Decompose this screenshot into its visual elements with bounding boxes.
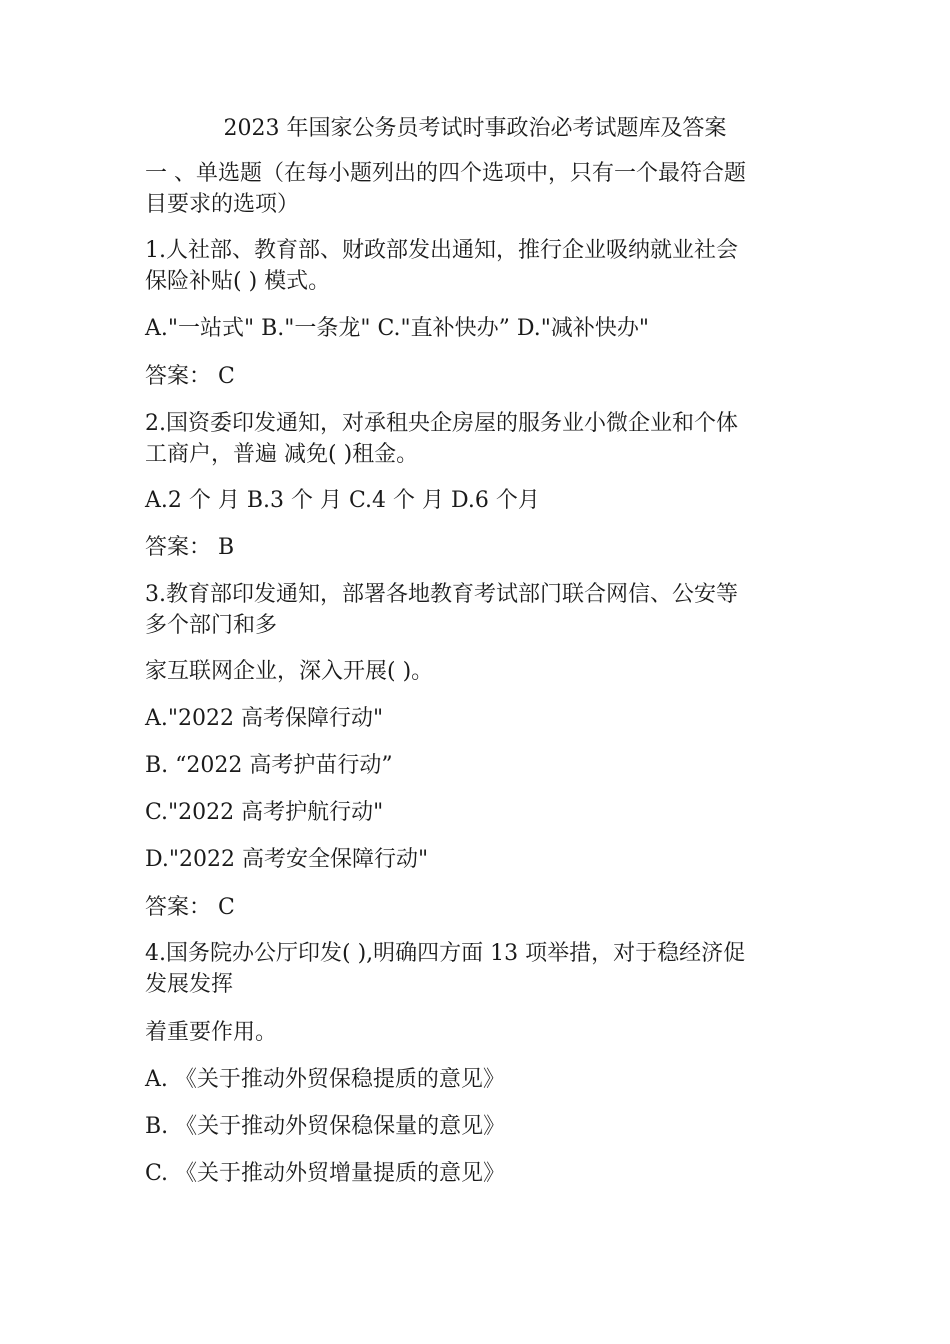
section-heading-line1: 一 、单选题（在每小题列出的四个选项中，只有一个最符合题	[145, 161, 746, 186]
question-1-options: A."一站式" B."一条龙" C."直补快办” D."减补快办"	[145, 316, 649, 341]
question-2-options: A.2 个 月 B.3 个 月 C.4 个 月 D.6 个月	[145, 488, 540, 513]
question-4-line3: 着重要作用。	[145, 1020, 278, 1045]
question-1-line1: 1.人社部、教育部、财政部发出通知，推行企业吸纳就业社会	[145, 238, 738, 263]
question-4-option-c: C. 《关于推动外贸增量提质的意见》	[145, 1161, 506, 1186]
question-1-line2: 保险补贴( ) 模式。	[145, 269, 331, 294]
document-title: 2023 年国家公务员考试时事政治必考试题库及答案	[223, 116, 727, 141]
question-3-line3: 家互联网企业，深入开展( )。	[145, 659, 434, 684]
question-2-answer: 答案： B	[145, 535, 235, 560]
question-1-answer: 答案： C	[145, 364, 235, 389]
question-4-option-a: A. 《关于推动外贸保稳提质的意见》	[145, 1067, 505, 1092]
question-2-line1: 2.国资委印发通知，对承租央企房屋的服务业小微企业和个体	[145, 411, 738, 436]
question-3-line1: 3.教育部印发通知，部署各地教育考试部门联合网信、公安等	[145, 582, 738, 607]
question-4-line1: 4.国务院办公厅印发( ),明确四方面 13 项举措，对于稳经济促	[145, 941, 746, 966]
question-2-line2: 工商户，普遍 减免( )租金。	[145, 442, 419, 467]
question-4-line2: 发展发挥	[145, 972, 234, 997]
question-3-option-b: B. “2022 高考护苗行动”	[145, 753, 393, 778]
section-heading-line2: 目要求的选项）	[145, 192, 300, 217]
question-3-option-c: C."2022 高考护航行动"	[145, 800, 384, 825]
question-3-answer: 答案： C	[145, 895, 235, 920]
question-3-option-d: D."2022 高考安全保障行动"	[145, 847, 429, 872]
question-3-option-a: A."2022 高考保障行动"	[145, 706, 384, 731]
question-4-option-b: B. 《关于推动外贸保稳保量的意见》	[145, 1114, 506, 1139]
question-3-line2: 多个部门和多	[145, 613, 278, 638]
